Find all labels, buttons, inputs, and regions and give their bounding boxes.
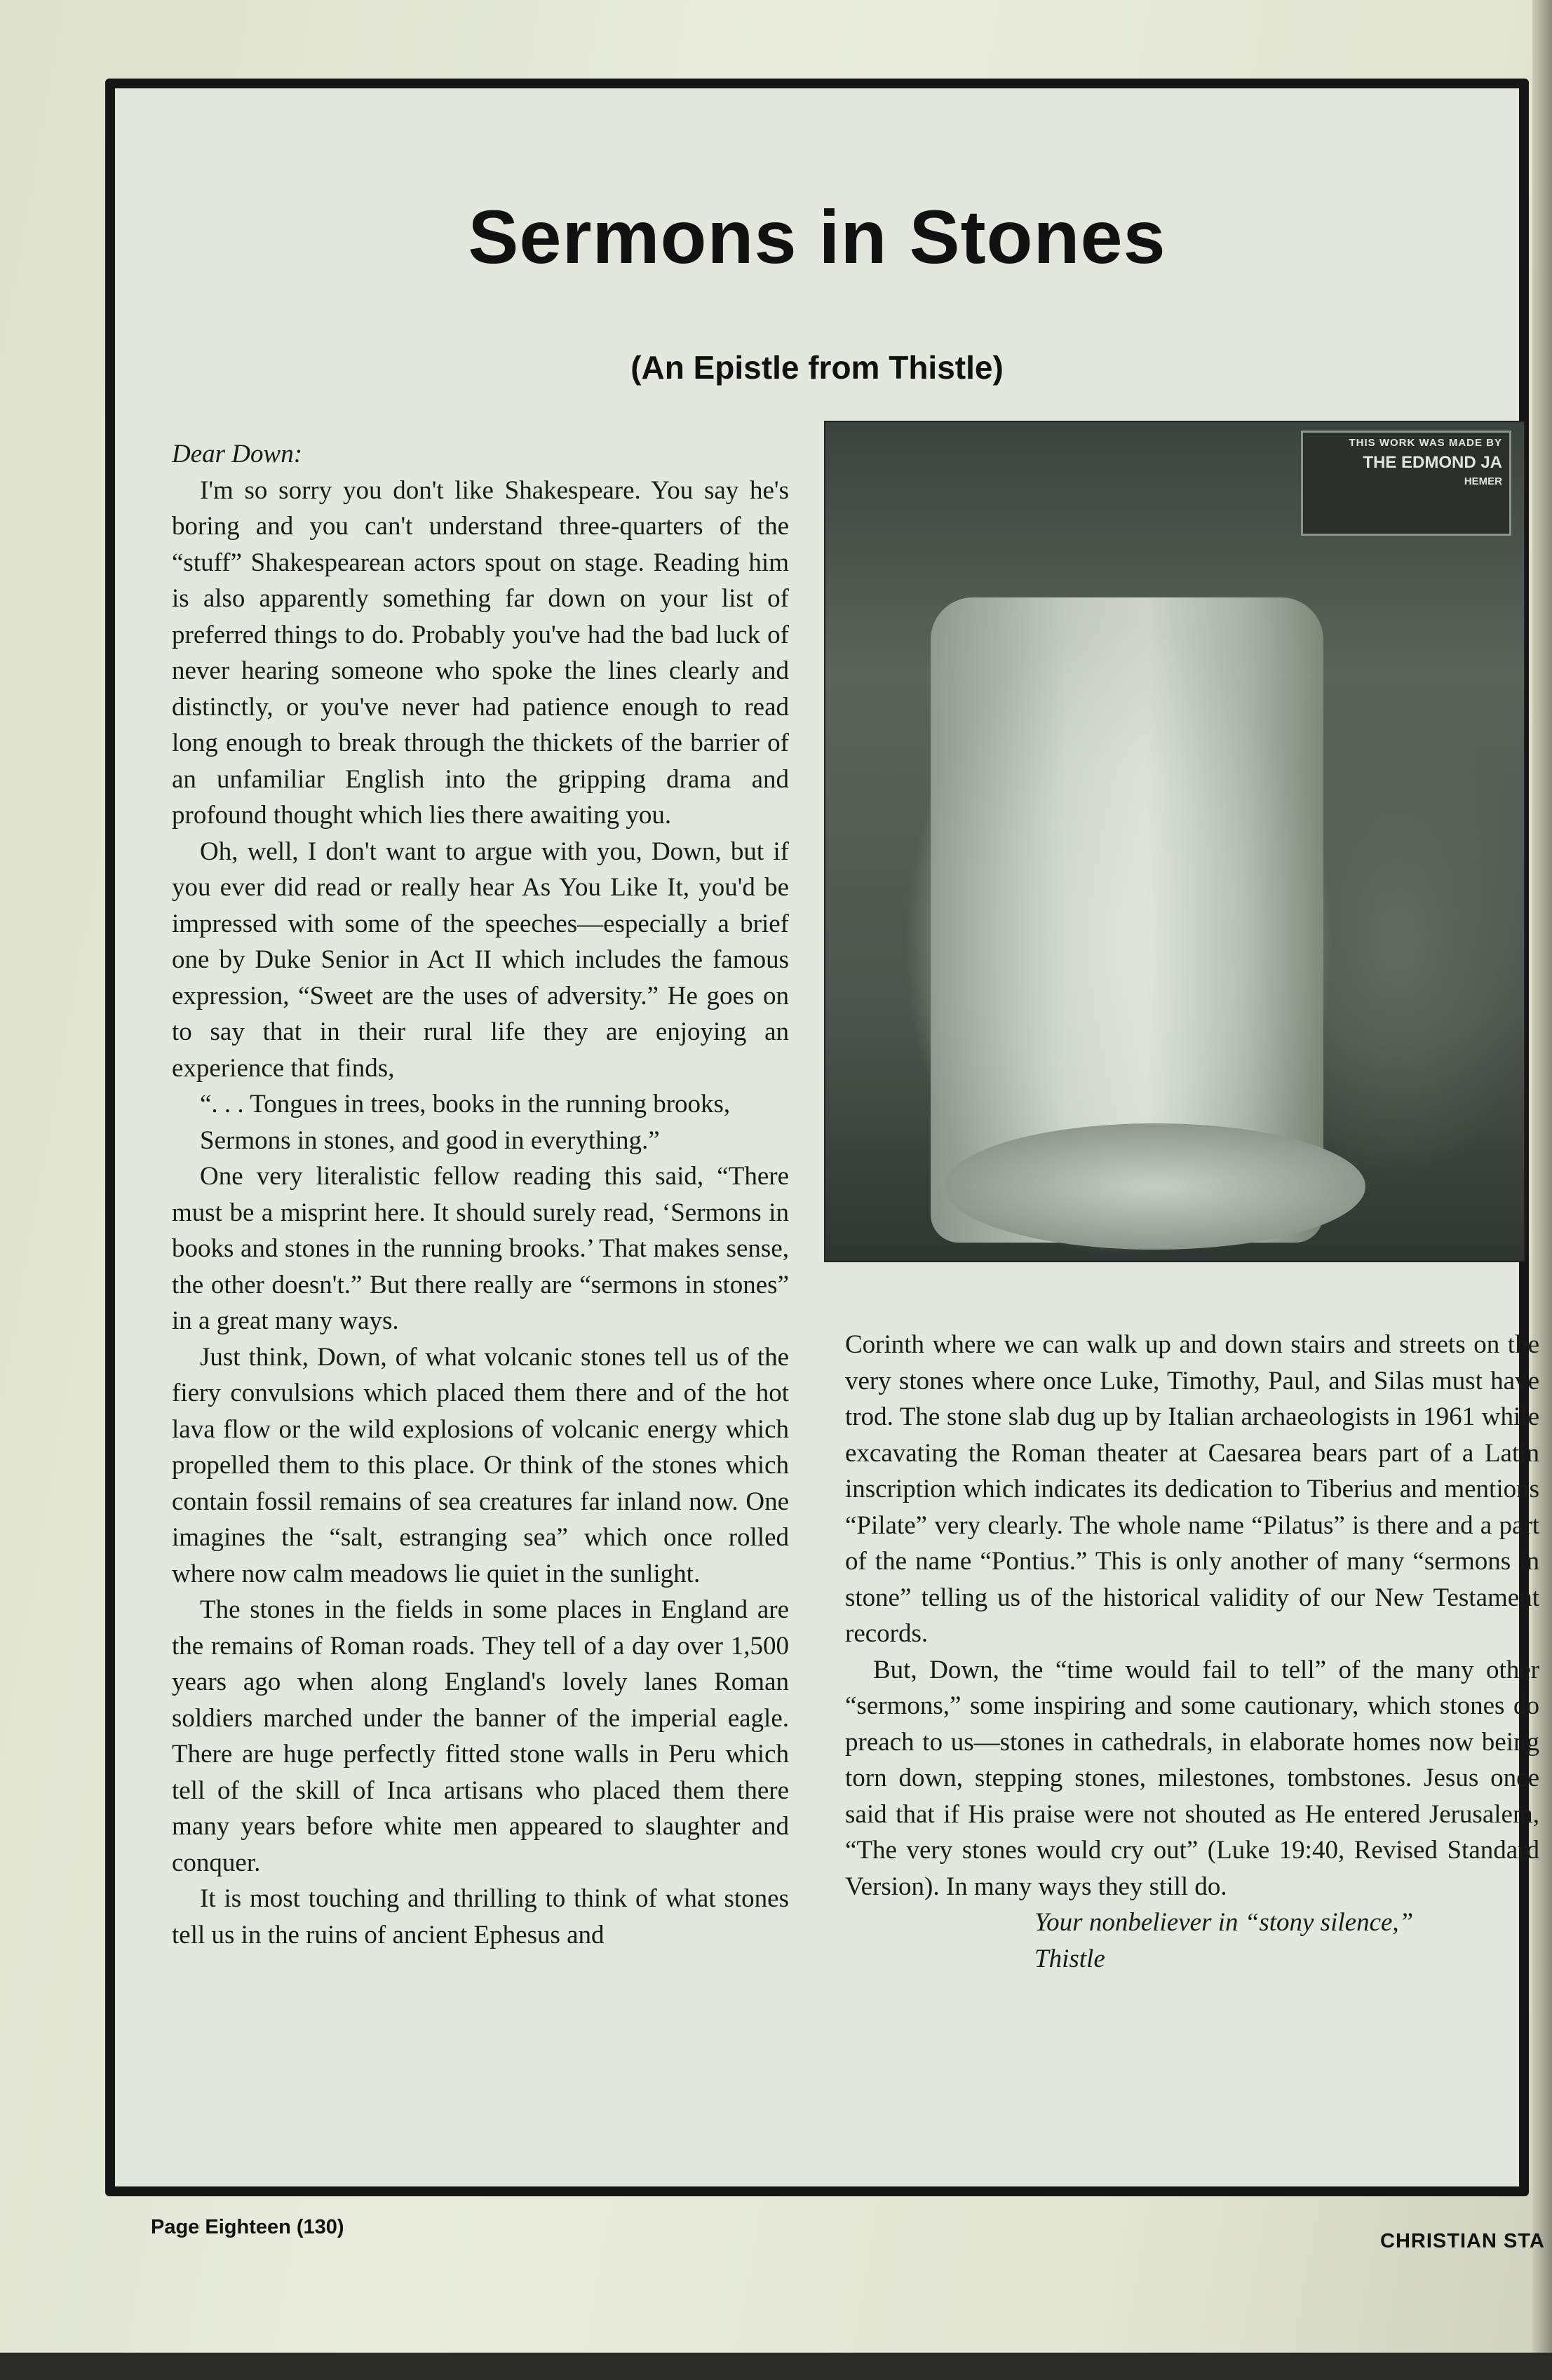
paragraph: Corinth where we can walk up and down stairs and streets on the very stones where once Luke, Timothy, Paul, and Silas must have trod. The stone slab dug up by Italian archaeologists in 1961 while excavating the Roman theater at Caesarea bears part of a Latin inscription which indicates its dedication to Tiberius and mentions “Pilate” very clearly. The whole name “Pilatus” is there and a part of the name “Pontius.” This is only another of many “sermons in stone” telling us of the historical validity of our New Testament records. — [845, 1330, 1539, 1648]
stone-base — [945, 1123, 1365, 1250]
page-edge — [1532, 0, 1552, 2380]
paragraph: The stones in the fields in some places in England are the remains of Roman roads. They tell of a day over 1,500 years ago when along England's lovely lanes Roman soldiers marched under the banner of the imperial eagle. There are huge perfectly fitted stone walls in Peru which tell of the skill of Inca artisans who placed them there many years before white men appeared to slaughter and conquer. — [172, 1595, 789, 1877]
sign-line: THIS WORK WAS MADE BY — [1349, 437, 1502, 449]
stone-photo — [824, 421, 1525, 1262]
magazine-name: CHRISTIAN STA — [1380, 2230, 1545, 2252]
paragraph: It is most touching and thrilling to think of what stones tell us in the ruins of ancient Ephesus and — [172, 1884, 789, 1949]
right-column — [845, 1327, 1539, 1977]
signature: Thistle — [1034, 1944, 1105, 1973]
page-number: Page Eighteen (130) — [151, 2216, 344, 2238]
paragraph: One very literalistic fellow reading this said, “There must be a misprint here. It should surely read, ‘Sermons in books and stones in the running brooks.’ That makes sense, the other doesn't.” But there really are “sermons in stones” in a great many ways. — [172, 1162, 789, 1335]
paragraph: Just think, Down, of what volcanic stones tell us of the fiery convulsions which placed them there and of the hot lava flow or the wild explosions of volcanic energy which propelled them to this place. Or think of the stones which contain fossil remains of sea creatures far inland now. One imagines the “salt, estranging sea” which once rolled where now calm meadows lie quiet in the sunlight. — [172, 1342, 789, 1588]
article-title: Sermons in Stones — [468, 194, 1166, 279]
quote-line: Sermons in stones, and good in everything.” — [200, 1125, 660, 1155]
quote-line: “. . . Tongues in trees, books in the running brooks, — [200, 1090, 731, 1118]
photo-sign — [1301, 431, 1511, 536]
paragraph: Oh, well, I don't want to argue with you, Down, but if you ever did read or really hear As You Like It, you'd be impressed with some of the speeches—especially a brief one by Duke Senior in Act II which includes the famous expression, “Sweet are the uses of adversity.” He goes on to say that in their rural life they are enjoying an experience that finds, — [172, 837, 789, 1083]
scan-bottom-edge — [0, 2353, 1552, 2380]
salutation: Dear Down: — [172, 440, 303, 468]
sign-line: THE EDMOND JA — [1363, 453, 1502, 472]
paragraph: But, Down, the “time would fail to tell” of the many other “sermons,” some inspiring and some cautionary, which stones do preach to us—stones in cathedrals, in elaborate homes now being torn down, stepping stones, milestones, tombstones. Jesus once said that if His praise were not shouted as He entered Jerusalem, “The very stones would cry out” (Luke 19:40, Revised Standard Version). In many ways they still do. — [845, 1655, 1539, 1901]
paragraph: I'm so sorry you don't like Shakespeare. You say he's boring and you can't understand three-quarters of the “stuff” Shakespearean actors spout on stage. Reading him is also apparently something far down on your list of preferred things to do. Probably you've had the bad luck of never hearing someone who spoke the lines clearly and distinctly, or you've never had patience enough to read long enough to break through the thickets of the barrier of an unfamiliar English into the gripping drama and profound thought which lies there awaiting you. — [172, 475, 789, 830]
left-column — [172, 436, 789, 1953]
article-subtitle: (An Epistle from Thistle) — [630, 349, 1004, 386]
sign-line: HEMER — [1464, 475, 1502, 487]
closing: Your nonbeliever in “stony silence,” — [1034, 1908, 1414, 1937]
